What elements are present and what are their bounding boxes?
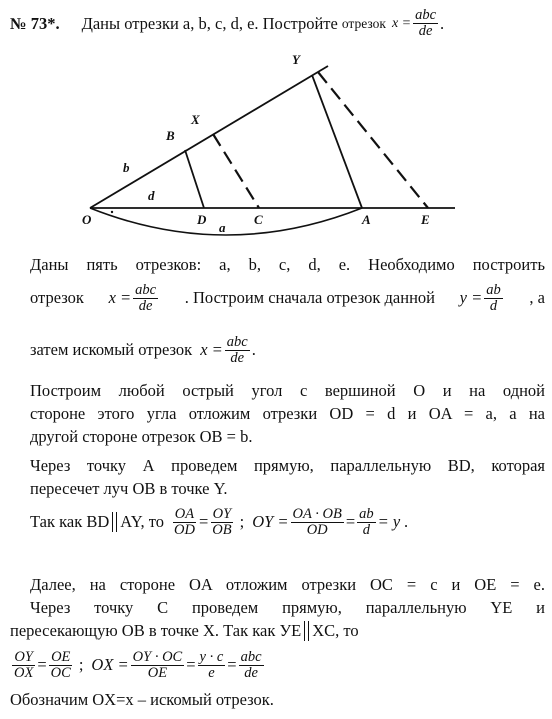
fraction-oy-ob: $\frac{OY}{OB}$ [212, 505, 232, 538]
segment-ye [318, 72, 428, 208]
final-line: Обозначим OX=x – искомый отрезок. [10, 690, 274, 709]
point-o [111, 211, 113, 213]
fraction-abc-de: $\frac{\text{abc}}{de}$ [135, 281, 157, 314]
fraction-ab-d-2: $\frac{ab}{d}$ [359, 505, 374, 538]
parallel-symbol-2 [304, 621, 309, 641]
header-frac-den: de [418, 23, 433, 39]
p3-line1: Через точку А проведем прямую, параллельную BD, которая [30, 456, 545, 475]
equation-2: $\frac{OY}{OX}$ = $\frac{OE}{OC}$ ; OX = $\frac{OY \cdot OC}{OE}$ = $\frac{y \cdot c}{e}$ = $\frac{\text{abc}}{de}$ [14, 648, 262, 681]
fraction-yc-e: $\frac{y \cdot c}{e}$ [199, 648, 224, 681]
segment-xc [213, 134, 259, 208]
label-a: A [362, 212, 371, 227]
header-text: Даны отрезки a, b, c, d, e. Постройте [81, 13, 338, 33]
p4-line1: Далее, на стороне OA отложим отрезки OC = c и OE = e. [30, 575, 545, 594]
label-d: D [197, 212, 207, 227]
p2-line3: другой стороне отрезок OB = b. [30, 427, 253, 446]
p4-line2: Через точку С проведем прямую, параллельную YE и [30, 598, 545, 617]
header-x-eq: x = [391, 15, 412, 31]
p1-line2: отрезок x = $\frac{\text{abc}}{de}$ . Построим сначала отрезок данной y = $\frac{ab}{d}$ , а [30, 281, 545, 314]
p1-line1: Даны пять отрезков: a, b, c, d, e. Необходимо построить [30, 255, 545, 274]
label-seg-b: b [123, 160, 130, 175]
label-o: O [82, 212, 92, 227]
label-seg-d: d [148, 188, 155, 203]
p2-line2: стороне этого угла отложим отрезки OD = d и OA = a, а на [30, 404, 545, 423]
ray-ob [90, 66, 328, 208]
fraction-abc-de-2: $\frac{\text{abc}}{de}$ [226, 333, 248, 366]
fraction-oy-ox: $\frac{OY}{OX}$ [14, 648, 34, 681]
equation-1: Так как BD AY, то $\frac{OA}{OD}$ = $\frac{OY}{OB}$ ; OY = $\frac{OA \cdot OB}{OD}$ = $\frac{ab}{d}$ = y . [30, 505, 409, 538]
parallel-symbol [112, 512, 117, 532]
segment-bd [185, 150, 204, 208]
p1-line3: затем искомый отрезок x = $\frac{\text{abc}}{de}$ . [30, 333, 256, 366]
fraction-oyoc-oe: $\frac{OY \cdot OC}{OE}$ [132, 648, 183, 681]
fraction-oaob-od: $\frac{OA \cdot OB}{OD}$ [292, 505, 342, 538]
label-y: Y [292, 52, 300, 67]
label-b: B [166, 128, 175, 143]
header-end: . [440, 13, 445, 33]
label-seg-a: a [219, 220, 226, 235]
p2-line1: Построим любой острый угол с вершиной О и на одной [30, 381, 545, 400]
label-c: C [254, 212, 263, 227]
problem-number: № 73*. [10, 13, 60, 33]
header-frac-num: abc [415, 7, 437, 23]
fraction-oa-od: $\frac{OA}{OD}$ [173, 505, 195, 538]
fraction-ab-d: $\frac{ab}{d}$ [486, 281, 501, 314]
fraction-oe-oc: $\frac{OE}{OC}$ [50, 648, 71, 681]
arc-a [90, 208, 362, 235]
header-small-word: отрезок [341, 15, 386, 31]
label-x: X [191, 112, 200, 127]
label-e: E [421, 212, 430, 227]
p3-line2: пересечет луч OB в точке Y. [30, 479, 228, 498]
fraction-abc-de-3: $\frac{\text{abc}}{de}$ [240, 648, 262, 681]
p4-line3: пересекающую OB в точке X. Так как УЕ XC, то [10, 621, 359, 640]
